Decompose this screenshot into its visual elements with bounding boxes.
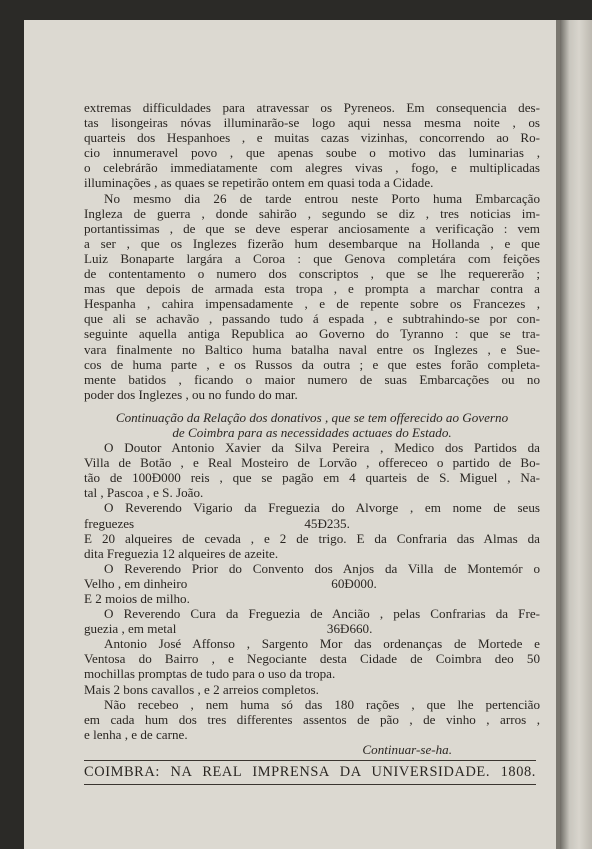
text-line: a ser , que os Inglezes fizerão hum desembarque na Hollanda , e que bbox=[84, 235, 540, 251]
continuation-note: Continuar-se-ha. bbox=[362, 741, 452, 757]
text-line: No mesmo dia 26 de tarde entrou neste Porto huma Embarcação bbox=[104, 190, 540, 206]
text-line: tal , Pascoa , e S. João. bbox=[84, 485, 204, 501]
document-body bbox=[84, 100, 540, 757]
text-line: Antonio José Affonso , Sargento Mor das ordenanças de Mortede e bbox=[104, 636, 540, 652]
text-line: guezia , em metal 36Ɖ660. bbox=[84, 621, 373, 637]
text-line: Luiz Bonaparte largára a Coroa : que Genova completára com feições bbox=[84, 250, 540, 266]
text-line: Hespanha , cahira impensadamente , e de repente sobre os Francezes , bbox=[84, 296, 540, 312]
text-line: mochillas promptas de tudo para o uso da tropa. bbox=[84, 666, 336, 682]
page-edge bbox=[560, 20, 592, 849]
text-line: O Doutor Antonio Xavier da Silva Pereira , Medico dos Partidos da bbox=[104, 440, 540, 456]
text-line: o celebrárão immediatamente com alegres vivas , fogo, e multiplicadas bbox=[84, 160, 540, 176]
paragraph-news-embarcacao bbox=[84, 191, 540, 402]
text-line: Villa de Botão , e Real Mosteiro de Lorvão , offereceo o partido de Bo- bbox=[84, 455, 540, 471]
text-line: vara finalmente no Baltico huma batalha naval entre os Inglezes , e Sue- bbox=[84, 341, 540, 357]
text-line: portantissimas , de que se deve esperar anciosamente a verificação : vem bbox=[84, 220, 540, 236]
text-line: freguezes 45Ɖ235. bbox=[84, 515, 350, 531]
donation-entry bbox=[84, 561, 540, 606]
paragraph-news-pyreneos bbox=[84, 100, 540, 191]
donation-entry bbox=[84, 500, 540, 560]
text-line: que ali se achavão , passando tudo á espada , e subtrahindo-se por con- bbox=[84, 311, 540, 327]
text-line: tas lisongeiras nóvas illuminarão-se logo aqui nessa mesma noite , os bbox=[84, 115, 540, 131]
donations-heading bbox=[84, 410, 540, 440]
text-line: O Reverendo Cura da Freguezia de Ancião , pelas Confrarias da Fre- bbox=[104, 606, 540, 622]
text-line: tão de 100Ɖ000 reis , que se pagão em 4 quarteis de S. Miguel , Na- bbox=[84, 470, 540, 486]
text-line: e lenha , e de carne. bbox=[84, 726, 188, 742]
donation-entry bbox=[84, 697, 540, 742]
text-line: extremas difficuldades para atravessar os Pyreneos. Em consequencia des- bbox=[84, 100, 540, 115]
bottom-rule bbox=[84, 784, 536, 785]
text-line: quarteis dos Hespanhoes , e muitas cazas vizinhas, concorrendo ao Ro- bbox=[84, 130, 540, 146]
text-line: Não recebeo , nem huma só das 180 rações , que lhe pertencião bbox=[104, 696, 540, 712]
text-line: O Reverendo Vigario da Freguezia do Alvorge , em nome de seus bbox=[104, 500, 540, 516]
heading-line: de Coimbra para as necessidades actuaes do Estado. bbox=[172, 424, 452, 440]
text-line: mas que depois de armada esta tropa , e prompta a marchar contra a bbox=[84, 281, 540, 297]
text-line: seguinte aquella antiga Republica ao Governo do Tyranno : que se tra- bbox=[84, 326, 540, 342]
text-line: Ventosa do Bairro , e Negociante desta Cidade de Coimbra deo 50 bbox=[84, 651, 540, 667]
text-line: Mais 2 bons cavallos , e 2 arreios completos. bbox=[84, 681, 319, 697]
text-line: cos de huma parte , e os Russos da outra ; e que estes forão completa- bbox=[84, 356, 540, 372]
text-line: dita Freguezia 12 alqueires de azeite. bbox=[84, 545, 279, 561]
text-line: mente batidos , ficando o maior numero de suas Embarcações ou no bbox=[84, 371, 540, 387]
heading-line: Continuação da Relação dos donativos , que se tem offerecido ao Governo bbox=[115, 409, 509, 425]
text-line: E 20 alqueires de cevada , e 2 de trigo. E da Confraria das Almas da bbox=[84, 530, 540, 546]
donation-entry bbox=[84, 606, 540, 697]
text-line: E 2 moios de milho. bbox=[84, 591, 190, 606]
text-line: poder dos Inglezes , ou no fundo do mar. bbox=[84, 386, 298, 402]
text-line: de contentamento o numero dos conscriptos , que se lhe requererão ; bbox=[84, 266, 540, 282]
donation-entry bbox=[84, 440, 540, 500]
text-line: illuminações , as quaes se repetirão ontem em quasi toda a Cidade. bbox=[84, 175, 434, 191]
text-line: cio innumeravel povo , que apenas soube o motivo das luminarias , bbox=[84, 145, 540, 161]
text-line: em cada hum dos tres differentes assentos de pão , de vinho , arros , bbox=[84, 711, 540, 727]
top-rule bbox=[84, 760, 536, 761]
text-line: Velho , em dinheiro 60Ɖ000. bbox=[84, 575, 377, 591]
text-line: O Reverendo Prior do Convento dos Anjos da Villa de Montemór o bbox=[104, 560, 540, 576]
colophon: COIMBRA: NA REAL IMPRENSA DA UNIVERSIDADE. 1808. bbox=[84, 764, 536, 780]
text-line: Ingleza de guerra , donde sahirão , segundo se diz , tres noticias im- bbox=[84, 205, 540, 221]
